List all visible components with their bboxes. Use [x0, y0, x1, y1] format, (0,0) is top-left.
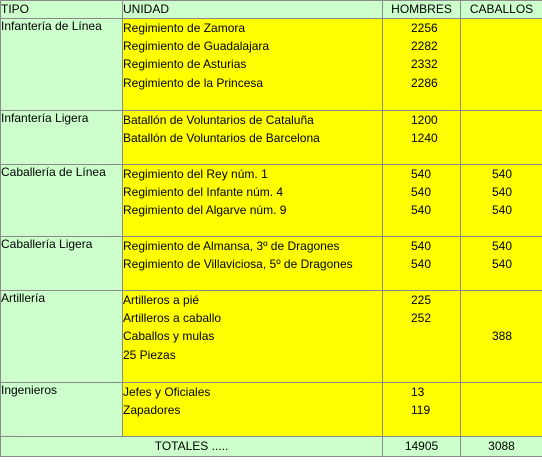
- group-row: [1, 291, 542, 383]
- caballos-line: [461, 111, 542, 129]
- hombres-line: 540: [411, 185, 432, 200]
- hombres-line: 119: [411, 403, 431, 418]
- caballos-line: [461, 383, 542, 401]
- unidad-cell: [123, 19, 383, 111]
- hombres-line: [383, 327, 460, 345]
- tipo-cell: Infantería Ligera: [1, 111, 123, 165]
- hombres-cell: [383, 237, 461, 291]
- tipo-cell: Caballería de Línea: [1, 165, 123, 237]
- tipo-cell: Infantería de Línea: [1, 19, 123, 111]
- hombres-line: 1200: [411, 113, 438, 127]
- unidad-cell: [123, 237, 383, 291]
- caballos-line: 388: [492, 329, 513, 344]
- unidad-cell: [123, 111, 383, 165]
- caballos-cell: [461, 383, 542, 437]
- unidad-line: 25 Piezas: [123, 347, 176, 362]
- hombres-line: 1240: [411, 131, 438, 146]
- group-row: [1, 383, 542, 437]
- caballos-line: 540: [492, 257, 513, 272]
- unidad-line: Batallón de Voluntarios de Barcelona: [123, 131, 320, 146]
- header-row: [1, 1, 542, 19]
- caballos-line: 540: [492, 239, 513, 253]
- hombres-line: 252: [411, 311, 432, 326]
- unidad-line: Regimiento de Villaviciosa, 5º de Dragones: [123, 257, 353, 272]
- caballos-line: [461, 401, 542, 419]
- caballos-line: 540: [492, 185, 513, 200]
- unidad-line: Caballos y mulas: [123, 329, 215, 344]
- caballos-cell: [461, 291, 542, 383]
- caballos-cell: [461, 19, 542, 111]
- caballos-cell: [461, 237, 542, 291]
- caballos-line: [461, 19, 542, 37]
- caballos-cell: [461, 165, 542, 237]
- hombres-cell: [383, 165, 461, 237]
- unidad-line: Regimiento del Infante núm. 4: [123, 185, 284, 200]
- caballos-line: [461, 74, 542, 92]
- hombres-line: 2286: [411, 75, 438, 90]
- caballos-line: [461, 37, 542, 55]
- caballos-line: [461, 346, 542, 364]
- tipo-cell: Caballería Ligera: [1, 237, 123, 291]
- caballos-line: [461, 309, 542, 327]
- unidad-line: Regimiento del Algarve núm. 9: [123, 203, 287, 218]
- totals-label: TOTALES .....: [1, 437, 383, 457]
- tipo-cell: Artillería: [1, 291, 123, 383]
- unidad-line: Regimiento de Almansa, 3º de Dragones: [123, 239, 340, 253]
- hombres-line: 2256: [411, 21, 438, 35]
- unidad-line: Artilleros a pié: [123, 293, 200, 307]
- hombres-line: 540: [411, 257, 432, 272]
- unidad-line: Regimiento de Zamora: [123, 21, 246, 35]
- unidad-line: Jefes y Oficiales: [123, 385, 211, 399]
- unidad-line: Regimiento del Rey núm. 1: [123, 167, 268, 181]
- hombres-line: 540: [411, 203, 432, 218]
- unidad-cell: [123, 291, 383, 383]
- unidad-line: Artilleros a caballo: [123, 311, 222, 326]
- totals-hombres: 14905: [383, 437, 461, 457]
- caballos-line: [461, 291, 542, 309]
- unidad-line: Batallón de Voluntarios de Cataluña: [123, 113, 314, 127]
- caballos-cell: [461, 111, 542, 165]
- tipo-cell: Ingenieros: [1, 383, 123, 437]
- hombres-line: 540: [411, 239, 432, 253]
- caballos-line: [461, 129, 542, 147]
- group-row: [1, 19, 542, 111]
- unidad-line: Regimiento de la Princesa: [123, 75, 264, 90]
- hombres-line: 13: [411, 385, 425, 399]
- header-tipo: TIPO: [1, 1, 123, 19]
- header-hombres: HOMBRES: [383, 1, 461, 19]
- totals-row: [1, 437, 542, 457]
- header-caballos: CABALLOS: [461, 1, 542, 19]
- unidad-cell: [123, 165, 383, 237]
- hombres-line: 540: [411, 167, 432, 181]
- unidad-line: Zapadores: [123, 403, 181, 418]
- group-row: [1, 237, 542, 291]
- unidad-line: Regimiento de Guadalajara: [123, 39, 270, 54]
- group-row: [1, 111, 542, 165]
- unidad-cell: [123, 383, 383, 437]
- hombres-line: 225: [411, 293, 432, 307]
- unidad-line: Regimiento de Asturias: [123, 57, 247, 72]
- caballos-line: [461, 55, 542, 73]
- caballos-line: 540: [492, 167, 513, 181]
- caballos-line: 540: [492, 203, 513, 218]
- hombres-cell: [383, 383, 461, 437]
- hombres-line: 2282: [411, 39, 438, 54]
- group-row: [1, 165, 542, 237]
- totals-caballos: 3088: [461, 437, 542, 457]
- hombres-cell: [383, 111, 461, 165]
- header-unidad: UNIDAD: [123, 1, 383, 19]
- hombres-line: 2332: [411, 57, 438, 72]
- hombres-line: [383, 346, 460, 364]
- hombres-cell: [383, 19, 461, 111]
- hombres-cell: [383, 291, 461, 383]
